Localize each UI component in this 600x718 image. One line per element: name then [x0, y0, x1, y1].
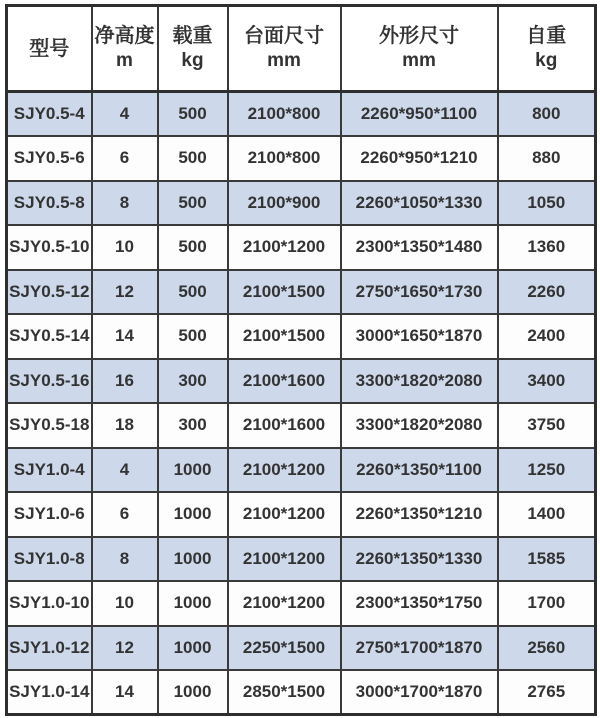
cell-platform-size: 2100*1200: [228, 581, 341, 626]
table-row: [7, 403, 596, 448]
cell-platform-size: 2100*900: [228, 181, 341, 226]
cell-model: SJY0.5-16: [7, 359, 92, 404]
cell-load-capacity: 1000: [158, 492, 228, 537]
cell-load-capacity: 1000: [158, 448, 228, 493]
cell-net-height: 4: [92, 448, 158, 493]
cell-self-weight: 1050: [498, 181, 596, 226]
spec-table-container: [5, 4, 594, 716]
cell-load-capacity: 300: [158, 403, 228, 448]
cell-overall-size: 2260*1350*1210: [341, 492, 498, 537]
cell-model: SJY0.5-10: [7, 225, 92, 270]
cell-platform-size: 2100*800: [228, 92, 341, 137]
cell-overall-size: 2260*1350*1100: [341, 448, 498, 493]
cell-model: SJY1.0-6: [7, 492, 92, 537]
header-overall-size: [341, 6, 498, 92]
table-row: [7, 359, 596, 404]
cell-overall-size: 2300*1350*1480: [341, 225, 498, 270]
spec-table: [5, 4, 597, 716]
cell-overall-size: 3000*1700*1870: [341, 670, 498, 715]
cell-net-height: 12: [92, 270, 158, 315]
cell-model: SJY1.0-4: [7, 448, 92, 493]
cell-self-weight: 3750: [498, 403, 596, 448]
cell-load-capacity: 300: [158, 359, 228, 404]
cell-load-capacity: 500: [158, 181, 228, 226]
table-row: [7, 136, 596, 181]
table-header: [7, 6, 596, 92]
cell-self-weight: 2560: [498, 626, 596, 671]
cell-model: SJY1.0-12: [7, 626, 92, 671]
cell-overall-size: 2750*1700*1870: [341, 626, 498, 671]
cell-platform-size: 2100*1500: [228, 314, 341, 359]
cell-self-weight: 3400: [498, 359, 596, 404]
cell-load-capacity: 500: [158, 270, 228, 315]
cell-load-capacity: 1000: [158, 626, 228, 671]
cell-load-capacity: 1000: [158, 537, 228, 582]
cell-overall-size: 3000*1650*1870: [341, 314, 498, 359]
cell-platform-size: 2100*1200: [228, 537, 341, 582]
cell-self-weight: 1400: [498, 492, 596, 537]
cell-self-weight: 1360: [498, 225, 596, 270]
cell-model: SJY0.5-8: [7, 181, 92, 226]
cell-platform-size: 2100*1200: [228, 225, 341, 270]
cell-self-weight: 1700: [498, 581, 596, 626]
table-row: [7, 448, 596, 493]
cell-load-capacity: 1000: [158, 670, 228, 715]
cell-model: SJY0.5-18: [7, 403, 92, 448]
header-net-height-label: 净高度: [94, 25, 155, 48]
cell-overall-size: 3300*1820*2080: [341, 403, 498, 448]
table-row: [7, 314, 596, 359]
cell-self-weight: 2765: [498, 670, 596, 715]
header-self-weight-unit: kg: [535, 50, 558, 72]
table-row: [7, 181, 596, 226]
header-net-height: [92, 6, 158, 92]
table-row: [7, 626, 596, 671]
cell-load-capacity: 500: [158, 314, 228, 359]
header-platform-size-label: 台面尺寸: [244, 25, 324, 48]
header-platform-size: [228, 6, 341, 92]
cell-load-capacity: 1000: [158, 581, 228, 626]
cell-net-height: 18: [92, 403, 158, 448]
header-model-label: 型号: [29, 37, 70, 60]
cell-platform-size: 2850*1500: [228, 670, 341, 715]
cell-model: SJY0.5-14: [7, 314, 92, 359]
cell-net-height: 6: [92, 492, 158, 537]
cell-self-weight: 800: [498, 92, 596, 137]
cell-overall-size: 3300*1820*2080: [341, 359, 498, 404]
cell-overall-size: 2750*1650*1730: [341, 270, 498, 315]
table-row: [7, 270, 596, 315]
cell-net-height: 12: [92, 626, 158, 671]
cell-model: SJY1.0-14: [7, 670, 92, 715]
cell-overall-size: 2300*1350*1750: [341, 581, 498, 626]
cell-net-height: 16: [92, 359, 158, 404]
cell-platform-size: 2100*1500: [228, 270, 341, 315]
cell-net-height: 10: [92, 581, 158, 626]
cell-model: SJY1.0-8: [7, 537, 92, 582]
header-row: [7, 6, 596, 92]
cell-net-height: 6: [92, 136, 158, 181]
cell-net-height: 10: [92, 225, 158, 270]
cell-model: SJY1.0-10: [7, 581, 92, 626]
header-overall-size-unit: mm: [402, 50, 436, 72]
cell-overall-size: 2260*950*1100: [341, 92, 498, 137]
cell-model: SJY0.5-12: [7, 270, 92, 315]
header-overall-size-label: 外形尺寸: [379, 25, 459, 48]
cell-load-capacity: 500: [158, 136, 228, 181]
header-platform-size-unit: mm: [267, 50, 301, 72]
cell-platform-size: 2100*1200: [228, 448, 341, 493]
cell-net-height: 8: [92, 181, 158, 226]
cell-platform-size: 2100*1600: [228, 359, 341, 404]
cell-self-weight: 880: [498, 136, 596, 181]
cell-load-capacity: 500: [158, 92, 228, 137]
cell-platform-size: 2250*1500: [228, 626, 341, 671]
cell-overall-size: 2260*950*1210: [341, 136, 498, 181]
cell-platform-size: 2100*1200: [228, 492, 341, 537]
cell-self-weight: 1585: [498, 537, 596, 582]
cell-self-weight: 2260: [498, 270, 596, 315]
header-net-height-unit: m: [116, 50, 133, 72]
cell-self-weight: 1250: [498, 448, 596, 493]
cell-load-capacity: 500: [158, 225, 228, 270]
table-row: [7, 492, 596, 537]
header-self-weight: [498, 6, 596, 92]
cell-platform-size: 2100*1600: [228, 403, 341, 448]
cell-overall-size: 2260*1350*1330: [341, 537, 498, 582]
cell-model: SJY0.5-6: [7, 136, 92, 181]
cell-overall-size: 2260*1050*1330: [341, 181, 498, 226]
header-load-capacity: [158, 6, 228, 92]
cell-model: SJY0.5-4: [7, 92, 92, 137]
cell-platform-size: 2100*800: [228, 136, 341, 181]
table-row: [7, 581, 596, 626]
table-body: [7, 92, 596, 715]
cell-net-height: 14: [92, 314, 158, 359]
cell-net-height: 4: [92, 92, 158, 137]
cell-net-height: 8: [92, 537, 158, 582]
cell-self-weight: 2400: [498, 314, 596, 359]
cell-net-height: 14: [92, 670, 158, 715]
header-load-capacity-label: 载重: [172, 25, 213, 48]
header-self-weight-label: 自重: [526, 25, 567, 48]
table-row: [7, 225, 596, 270]
table-row: [7, 92, 596, 137]
header-load-capacity-unit: kg: [181, 50, 204, 72]
table-row: [7, 670, 596, 715]
header-model: [7, 6, 92, 92]
table-row: [7, 537, 596, 582]
